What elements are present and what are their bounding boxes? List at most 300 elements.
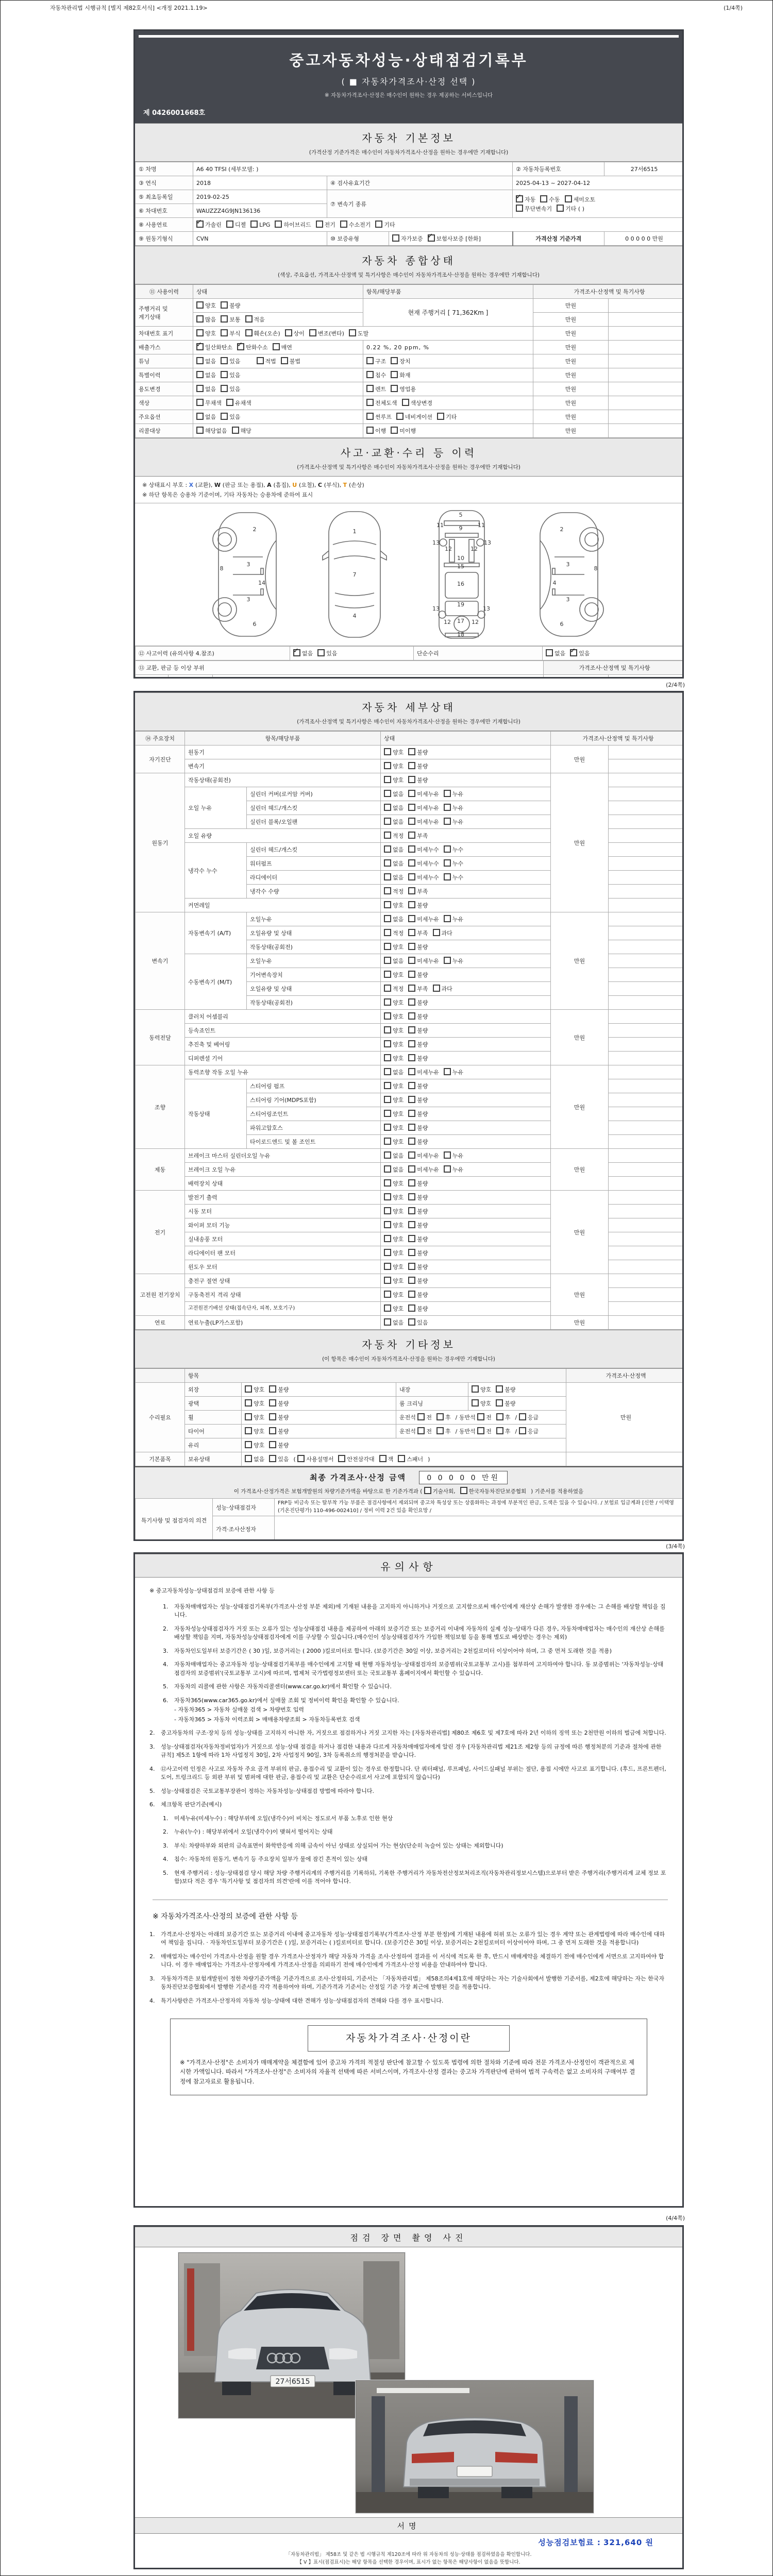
checkbox-option[interactable] — [408, 762, 428, 770]
checkbox[interactable] — [392, 234, 399, 242]
checkbox-option[interactable] — [245, 1441, 264, 1449]
checkbox[interactable] — [196, 427, 204, 434]
checkbox[interactable] — [408, 1026, 415, 1033]
checkbox-option[interactable] — [408, 804, 439, 812]
checkbox[interactable] — [444, 1151, 451, 1159]
checkbox-option[interactable] — [546, 649, 565, 657]
checkbox-option[interactable] — [379, 1455, 394, 1463]
checkbox-option[interactable] — [384, 1096, 404, 1104]
checkbox-option[interactable] — [316, 221, 335, 229]
checkbox[interactable] — [237, 343, 244, 350]
checkbox[interactable] — [384, 832, 391, 839]
checkbox[interactable] — [444, 915, 451, 922]
checkbox[interactable] — [366, 371, 374, 378]
checkbox-option[interactable] — [472, 1399, 491, 1408]
checkbox[interactable] — [245, 1427, 252, 1434]
checkbox-option[interactable] — [250, 221, 270, 228]
checkbox[interactable] — [245, 1455, 252, 1462]
checkbox-option[interactable] — [196, 427, 227, 435]
checkbox-option[interactable] — [366, 399, 397, 407]
checkbox-option[interactable] — [221, 357, 240, 365]
checkbox-option[interactable] — [366, 413, 392, 421]
checkbox-option[interactable] — [496, 1413, 511, 1421]
checkbox[interactable] — [221, 413, 228, 420]
checkbox[interactable] — [391, 371, 398, 378]
checkbox-option[interactable] — [384, 1151, 404, 1160]
checkbox-option[interactable] — [281, 357, 300, 365]
checkbox-option[interactable] — [384, 887, 404, 895]
checkbox[interactable] — [496, 1427, 503, 1434]
checkbox[interactable] — [384, 929, 391, 936]
checkbox[interactable] — [221, 315, 228, 323]
checkbox[interactable] — [384, 915, 391, 922]
checkbox[interactable] — [384, 804, 391, 811]
checkbox-option[interactable] — [444, 1151, 463, 1160]
checkbox[interactable] — [384, 1221, 391, 1228]
checkbox[interactable] — [246, 677, 253, 679]
checkbox[interactable] — [245, 329, 253, 336]
checkbox[interactable] — [221, 301, 228, 309]
checkbox[interactable] — [384, 1291, 391, 1298]
checkbox[interactable] — [384, 957, 391, 964]
checkbox-option[interactable] — [384, 901, 404, 909]
checkbox[interactable] — [408, 971, 415, 978]
checkbox-option[interactable] — [384, 1068, 404, 1076]
checkbox[interactable] — [322, 677, 329, 679]
checkbox[interactable] — [196, 385, 204, 392]
checkbox-option[interactable] — [384, 1054, 404, 1062]
checkbox[interactable] — [196, 329, 204, 336]
checkbox[interactable] — [516, 205, 523, 212]
checkbox-option[interactable] — [349, 329, 368, 337]
checkbox[interactable] — [250, 221, 258, 228]
checkbox[interactable] — [221, 371, 228, 378]
checkbox-option[interactable] — [273, 343, 292, 351]
checkbox[interactable] — [408, 859, 415, 867]
checkbox-option[interactable] — [408, 1207, 428, 1215]
checkbox-option[interactable] — [408, 998, 428, 1007]
checkbox[interactable] — [226, 221, 233, 228]
checkbox-option[interactable] — [444, 915, 463, 923]
checkbox-option[interactable] — [391, 427, 416, 435]
checkbox[interactable] — [408, 1249, 415, 1256]
checkbox[interactable] — [557, 205, 564, 212]
checkbox[interactable] — [216, 677, 223, 679]
checkbox-option[interactable] — [384, 804, 404, 812]
checkbox-option[interactable] — [408, 1096, 428, 1104]
checkbox[interactable] — [196, 413, 204, 420]
checkbox[interactable] — [245, 1413, 252, 1420]
checkbox[interactable] — [444, 1068, 451, 1075]
checkbox-option[interactable] — [226, 221, 246, 229]
checkbox[interactable] — [570, 649, 577, 656]
checkbox-option[interactable] — [384, 1124, 404, 1132]
checkbox-option[interactable] — [408, 873, 439, 882]
checkbox-option[interactable] — [408, 1110, 428, 1118]
checkbox[interactable] — [472, 1385, 479, 1393]
checkbox[interactable] — [384, 790, 391, 797]
checkbox[interactable] — [281, 357, 288, 364]
checkbox-option[interactable] — [408, 1318, 428, 1327]
checkbox-option[interactable] — [384, 1193, 404, 1201]
checkbox-option[interactable] — [384, 1138, 404, 1146]
checkbox[interactable] — [384, 1096, 391, 1103]
checkbox[interactable] — [460, 1487, 467, 1494]
checkbox-option[interactable] — [384, 1110, 404, 1118]
checkbox[interactable] — [477, 1413, 484, 1420]
checkbox[interactable] — [317, 649, 325, 656]
checkbox[interactable] — [408, 1040, 415, 1047]
checkbox[interactable] — [384, 1263, 391, 1270]
checkbox-option[interactable] — [221, 315, 240, 324]
checkbox[interactable] — [196, 301, 204, 309]
checkbox[interactable] — [384, 818, 391, 825]
checkbox-option[interactable] — [408, 915, 439, 923]
checkbox-option[interactable] — [408, 1082, 428, 1090]
checkbox-option[interactable] — [245, 1399, 264, 1408]
checkbox-option[interactable] — [398, 1455, 423, 1463]
checkbox-option[interactable] — [384, 818, 404, 826]
checkbox-option[interactable] — [408, 1277, 428, 1285]
checkbox-option[interactable] — [496, 1385, 515, 1394]
checkbox[interactable] — [384, 1235, 391, 1242]
checkbox-option[interactable] — [408, 1221, 428, 1229]
checkbox[interactable] — [565, 195, 572, 202]
checkbox[interactable] — [391, 357, 398, 364]
checkbox[interactable] — [408, 1235, 415, 1242]
checkbox-option[interactable] — [433, 929, 452, 937]
checkbox[interactable] — [379, 1455, 386, 1462]
checkbox[interactable] — [496, 1399, 503, 1406]
checkbox[interactable] — [408, 1291, 415, 1298]
checkbox[interactable] — [408, 1124, 415, 1131]
checkbox-option[interactable] — [257, 357, 276, 365]
checkbox[interactable] — [221, 385, 228, 392]
checkbox[interactable] — [433, 985, 440, 992]
checkbox[interactable] — [472, 1399, 479, 1406]
checkbox-option[interactable] — [519, 1427, 539, 1435]
checkbox-option[interactable] — [519, 1413, 539, 1421]
checkbox[interactable] — [273, 343, 280, 350]
checkbox[interactable] — [433, 929, 440, 936]
checkbox[interactable] — [349, 329, 356, 336]
checkbox[interactable] — [408, 1138, 415, 1145]
checkbox[interactable] — [444, 957, 451, 964]
checkbox-option[interactable] — [196, 371, 216, 379]
checkbox[interactable] — [384, 1193, 391, 1200]
checkbox-option[interactable] — [269, 1441, 289, 1449]
checkbox-option[interactable] — [293, 649, 313, 657]
checkbox[interactable] — [384, 1179, 391, 1187]
checkbox-option[interactable] — [245, 1385, 264, 1394]
checkbox[interactable] — [232, 427, 239, 434]
checkbox[interactable] — [366, 385, 374, 392]
checkbox-option[interactable] — [384, 971, 404, 979]
checkbox[interactable] — [408, 943, 415, 950]
checkbox-option[interactable] — [408, 1249, 428, 1257]
checkbox[interactable] — [408, 1221, 415, 1228]
checkbox[interactable] — [408, 845, 415, 853]
checkbox-option[interactable] — [384, 1165, 404, 1174]
checkbox[interactable] — [384, 1012, 391, 1020]
checkbox-option[interactable] — [477, 1413, 492, 1421]
checkbox-option[interactable] — [408, 776, 428, 784]
checkbox-option[interactable] — [557, 205, 584, 213]
checkbox-option[interactable] — [384, 776, 404, 784]
checkbox-option[interactable] — [221, 371, 240, 379]
checkbox[interactable] — [384, 1068, 391, 1075]
checkbox[interactable] — [384, 1054, 391, 1061]
checkbox-option[interactable] — [565, 195, 596, 204]
checkbox-option[interactable] — [221, 329, 240, 337]
checkbox-option[interactable] — [196, 357, 216, 365]
checkbox-option[interactable] — [384, 998, 404, 1007]
checkbox-option[interactable] — [368, 677, 465, 679]
checkbox-option[interactable] — [496, 1399, 515, 1408]
checkbox[interactable] — [391, 427, 398, 434]
checkbox[interactable] — [408, 832, 415, 839]
checkbox[interactable] — [292, 677, 299, 679]
checkbox[interactable] — [408, 804, 415, 811]
checkbox-option[interactable] — [408, 1263, 428, 1271]
checkbox[interactable] — [408, 1082, 415, 1089]
checkbox[interactable] — [408, 957, 415, 964]
checkbox-option[interactable] — [437, 413, 457, 421]
checkbox[interactable] — [408, 1096, 415, 1103]
checkbox-option[interactable] — [366, 371, 386, 379]
checkbox-option[interactable] — [384, 1291, 404, 1299]
checkbox-option[interactable] — [516, 205, 552, 213]
checkbox-option[interactable] — [444, 804, 463, 812]
checkbox-option[interactable] — [402, 399, 433, 407]
checkbox-option[interactable] — [292, 677, 317, 679]
checkbox-option[interactable] — [384, 1179, 404, 1188]
checkbox[interactable] — [384, 1249, 391, 1256]
checkbox[interactable] — [384, 1304, 391, 1312]
checkbox-option[interactable] — [460, 1487, 527, 1495]
checkbox[interactable] — [402, 399, 409, 406]
checkbox-option[interactable] — [444, 845, 463, 854]
checkbox[interactable] — [384, 1277, 391, 1284]
checkbox-option[interactable] — [221, 301, 240, 310]
checkbox-option[interactable] — [384, 790, 404, 798]
checkbox-option[interactable] — [408, 971, 428, 979]
checkbox[interactable] — [396, 413, 404, 420]
checkbox-option[interactable] — [428, 234, 481, 243]
checkbox-option[interactable] — [226, 399, 251, 407]
checkbox-option[interactable] — [196, 343, 232, 351]
checkbox-option[interactable] — [408, 929, 428, 937]
checkbox-option[interactable] — [245, 1427, 264, 1435]
checkbox[interactable] — [257, 357, 264, 364]
checkbox[interactable] — [368, 677, 375, 679]
checkbox-option[interactable] — [408, 1304, 428, 1313]
checkbox-option[interactable] — [384, 1318, 404, 1327]
checkbox[interactable] — [340, 221, 347, 228]
checkbox-option[interactable] — [384, 1207, 404, 1215]
checkbox[interactable] — [384, 1082, 391, 1089]
checkbox[interactable] — [408, 901, 415, 908]
checkbox[interactable] — [196, 371, 204, 378]
checkbox-option[interactable] — [408, 1151, 439, 1160]
checkbox[interactable] — [196, 343, 204, 350]
checkbox[interactable] — [408, 790, 415, 797]
checkbox-option[interactable] — [408, 1291, 428, 1299]
checkbox-option[interactable] — [384, 748, 404, 756]
checkbox[interactable] — [408, 1165, 415, 1173]
checkbox[interactable] — [384, 859, 391, 867]
checkbox[interactable] — [384, 1026, 391, 1033]
checkbox[interactable] — [384, 873, 391, 880]
checkbox-option[interactable] — [444, 1068, 463, 1076]
checkbox-option[interactable] — [245, 1413, 264, 1421]
checkbox[interactable] — [519, 1413, 526, 1420]
checkbox[interactable] — [196, 221, 204, 228]
checkbox-option[interactable] — [245, 1455, 264, 1463]
checkbox[interactable] — [444, 1165, 451, 1173]
checkbox[interactable] — [196, 357, 204, 364]
checkbox[interactable] — [444, 804, 451, 811]
checkbox-option[interactable] — [472, 1385, 491, 1394]
checkbox-option[interactable] — [408, 901, 428, 909]
checkbox-option[interactable] — [391, 357, 410, 365]
checkbox[interactable] — [384, 1124, 391, 1131]
checkbox[interactable] — [408, 929, 415, 936]
checkbox-option[interactable] — [221, 413, 240, 421]
checkbox-option[interactable] — [408, 818, 439, 826]
checkbox[interactable] — [226, 399, 233, 406]
checkbox[interactable] — [384, 776, 391, 783]
checkbox-option[interactable] — [436, 1413, 451, 1421]
checkbox[interactable] — [245, 1399, 252, 1406]
checkbox[interactable] — [408, 915, 415, 922]
checkbox-option[interactable] — [408, 1040, 428, 1048]
checkbox[interactable] — [384, 845, 391, 853]
checkbox[interactable] — [366, 357, 374, 364]
checkbox-option[interactable] — [196, 301, 216, 310]
checkbox[interactable] — [384, 998, 391, 1006]
checkbox[interactable] — [221, 329, 228, 336]
checkbox[interactable] — [245, 315, 253, 323]
checkbox[interactable] — [519, 1427, 526, 1434]
checkbox-option[interactable] — [444, 859, 463, 868]
checkbox[interactable] — [221, 357, 228, 364]
checkbox-option[interactable] — [477, 1427, 492, 1435]
checkbox-option[interactable] — [408, 985, 428, 993]
checkbox-option[interactable] — [285, 329, 305, 337]
checkbox[interactable] — [338, 1455, 345, 1462]
checkbox[interactable] — [269, 1385, 276, 1393]
checkbox-option[interactable] — [196, 413, 216, 421]
checkbox[interactable] — [398, 1455, 405, 1462]
checkbox[interactable] — [309, 329, 316, 336]
checkbox-option[interactable] — [408, 790, 439, 798]
checkbox[interactable] — [496, 1413, 503, 1420]
checkbox-option[interactable] — [375, 221, 395, 229]
checkbox-option[interactable] — [384, 985, 404, 993]
checkbox-option[interactable] — [275, 221, 311, 229]
checkbox[interactable] — [384, 887, 391, 894]
checkbox[interactable] — [408, 818, 415, 825]
checkbox-option[interactable] — [384, 1082, 404, 1090]
checkbox-option[interactable] — [384, 1277, 404, 1285]
checkbox-option[interactable] — [384, 832, 404, 840]
checkbox[interactable] — [408, 1207, 415, 1214]
checkbox-option[interactable] — [540, 195, 560, 204]
checkbox-option[interactable] — [408, 1235, 428, 1243]
checkbox-option[interactable] — [408, 1068, 439, 1076]
checkbox[interactable] — [408, 1110, 415, 1117]
checkbox-option[interactable] — [245, 315, 265, 324]
checkbox[interactable] — [275, 221, 282, 228]
checkbox[interactable] — [196, 315, 204, 323]
checkbox-option[interactable] — [396, 413, 432, 421]
checkbox-option[interactable] — [444, 873, 463, 882]
checkbox[interactable] — [437, 413, 444, 420]
checkbox[interactable] — [269, 1413, 276, 1420]
checkbox[interactable] — [408, 748, 415, 755]
checkbox[interactable] — [366, 399, 374, 406]
checkbox[interactable] — [408, 762, 415, 769]
checkbox-option[interactable] — [384, 957, 404, 965]
checkbox-option[interactable] — [408, 1054, 428, 1062]
checkbox[interactable] — [408, 1012, 415, 1020]
checkbox[interactable] — [496, 1385, 503, 1393]
checkbox-option[interactable] — [246, 677, 288, 679]
checkbox-option[interactable] — [384, 873, 404, 882]
checkbox[interactable] — [424, 1487, 431, 1494]
checkbox[interactable] — [408, 1318, 415, 1326]
checkbox-option[interactable] — [408, 957, 439, 965]
checkbox[interactable] — [444, 845, 451, 853]
checkbox-option[interactable] — [221, 385, 240, 393]
checkbox[interactable] — [391, 385, 398, 392]
checkbox-option[interactable] — [408, 748, 428, 756]
checkbox-option[interactable] — [196, 399, 222, 407]
checkbox-option[interactable] — [384, 859, 404, 868]
checkbox-option[interactable] — [570, 649, 590, 657]
checkbox[interactable] — [196, 399, 204, 406]
checkbox[interactable] — [444, 859, 451, 867]
checkbox[interactable] — [384, 985, 391, 992]
checkbox-option[interactable] — [384, 1221, 404, 1229]
checkbox[interactable] — [408, 1263, 415, 1270]
checkbox-option[interactable] — [408, 1026, 428, 1035]
checkbox-option[interactable] — [496, 1427, 511, 1435]
checkbox-option[interactable] — [408, 943, 428, 951]
checkbox[interactable] — [245, 1441, 252, 1448]
checkbox-option[interactable] — [408, 1124, 428, 1132]
checkbox-option[interactable] — [384, 1249, 404, 1257]
checkbox-option[interactable] — [424, 1487, 456, 1495]
checkbox-option[interactable] — [436, 1427, 451, 1435]
checkbox-option[interactable] — [444, 957, 463, 965]
checkbox[interactable] — [293, 649, 300, 656]
checkbox-option[interactable] — [408, 1193, 428, 1201]
checkbox-option[interactable] — [269, 1427, 289, 1435]
checkbox-option[interactable] — [317, 649, 337, 657]
checkbox[interactable] — [408, 985, 415, 992]
checkbox-option[interactable] — [392, 234, 423, 243]
checkbox[interactable] — [408, 1068, 415, 1075]
checkbox[interactable] — [384, 1110, 391, 1117]
checkbox-option[interactable] — [384, 915, 404, 923]
checkbox[interactable] — [408, 887, 415, 894]
checkbox-option[interactable] — [338, 1455, 374, 1463]
checkbox[interactable] — [408, 776, 415, 783]
checkbox[interactable] — [417, 1427, 425, 1434]
checkbox-option[interactable] — [384, 1235, 404, 1243]
